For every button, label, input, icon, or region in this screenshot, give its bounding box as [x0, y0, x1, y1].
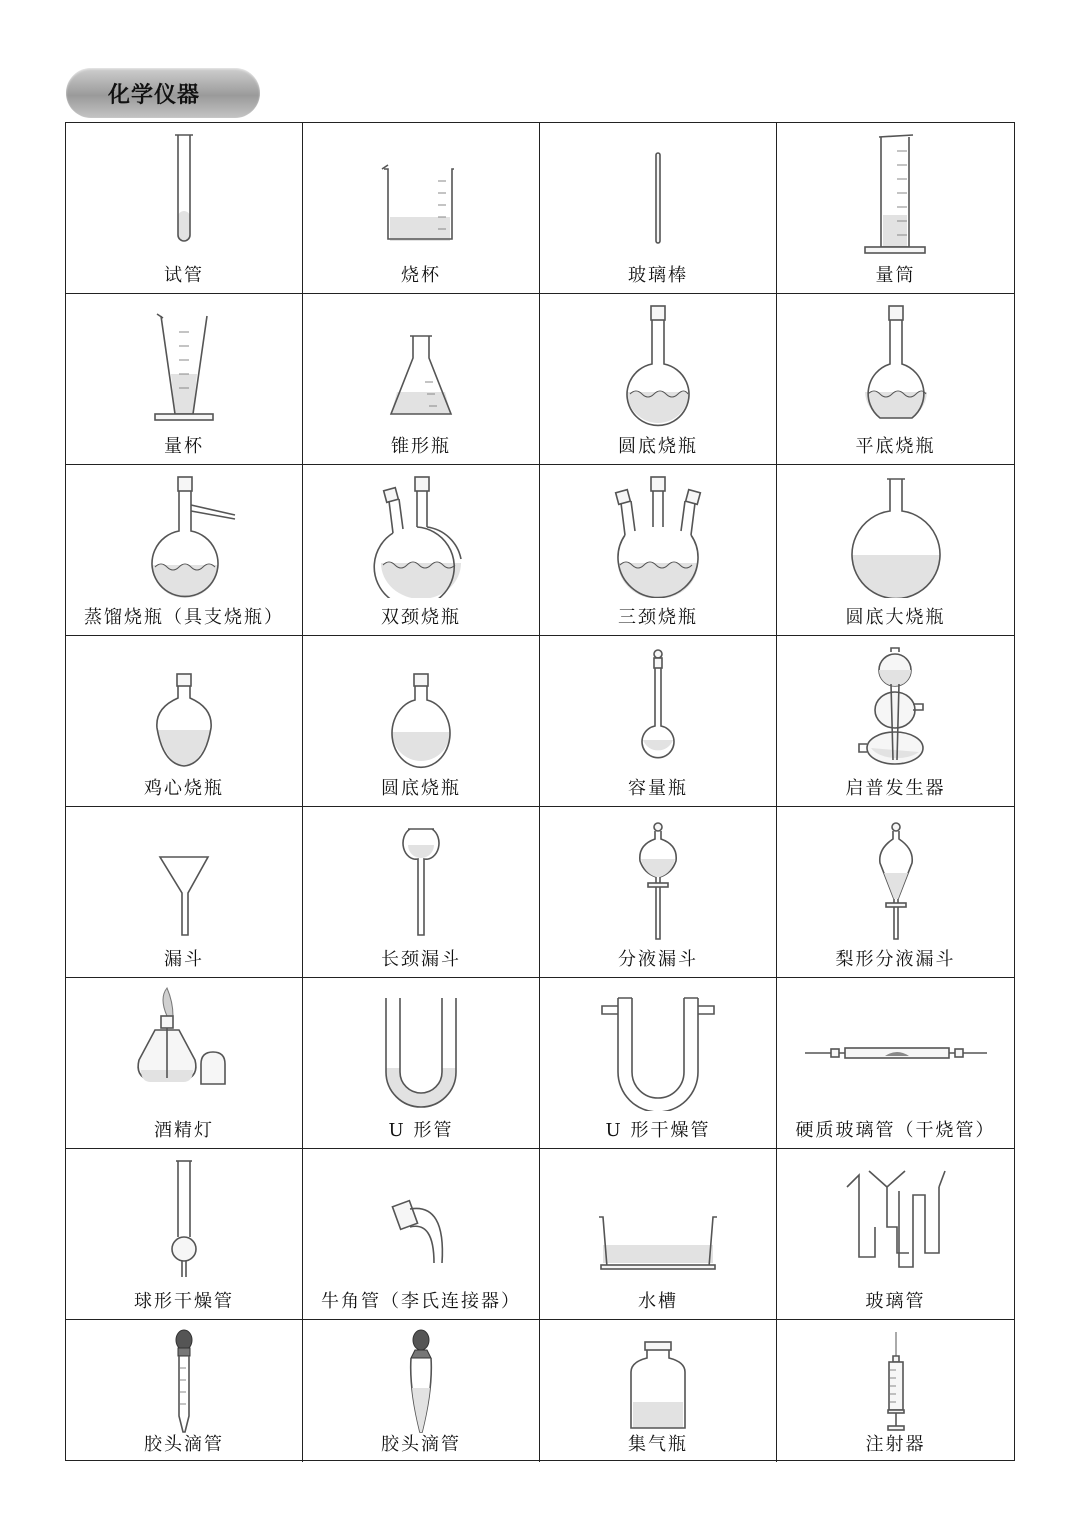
instrument-label: U 形管 [388, 1120, 454, 1141]
instrument-label: 长颈漏斗 [381, 949, 461, 970]
instrument-label: 胶头滴管 [144, 1434, 224, 1455]
section-header [66, 68, 260, 118]
instrument-label: 玻璃管 [865, 1291, 926, 1312]
instrument-label: 三颈烧瓶 [618, 607, 698, 628]
instrument-cell [777, 1320, 1014, 1462]
instrument-label: 鸡心烧瓶 [144, 778, 224, 799]
instrument-cell [540, 978, 777, 1149]
bulb-drying-tube-icon [159, 1157, 209, 1282]
instrument-label: 圆底大烧瓶 [845, 607, 946, 628]
large-round-flask-icon [846, 473, 946, 598]
instrument-label: 水槽 [638, 1291, 678, 1312]
instrument-cell [66, 807, 303, 978]
instrument-label: 球形干燥管 [134, 1291, 234, 1312]
instrument-label: 集气瓶 [628, 1434, 688, 1455]
instrument-label: 启普发生器 [845, 778, 946, 799]
three-neck-flask-icon [603, 473, 713, 598]
test-tube-icon [164, 131, 204, 246]
instrument-cell [777, 123, 1014, 294]
instrument-cell [777, 807, 1014, 978]
syringe-icon [876, 1328, 916, 1438]
adapter-tube-icon [376, 1157, 466, 1282]
pear-flask-icon [149, 644, 219, 769]
instrument-cell [66, 465, 303, 636]
instrument-cell [540, 636, 777, 807]
instrument-cell [540, 807, 777, 978]
instrument-cell [777, 978, 1014, 1149]
instrument-label: 硬质玻璃管（干烧管） [795, 1120, 996, 1141]
instrument-cell [777, 1149, 1014, 1320]
instrument-label: 试管 [164, 265, 204, 286]
instrument-label: 牛角管（李氏连接器） [321, 1291, 521, 1312]
u-drying-tube-icon [598, 986, 718, 1111]
instrument-cell [303, 294, 540, 465]
instrument-label: 量杯 [164, 436, 204, 457]
alcohol-lamp-icon [129, 986, 239, 1111]
instrument-cell [66, 978, 303, 1149]
instrument-cell [303, 123, 540, 294]
glass-rod-icon [643, 131, 673, 246]
instrument-label: 烧杯 [401, 265, 441, 286]
instrument-cell [303, 978, 540, 1149]
instrument-cell [66, 294, 303, 465]
two-neck-flask-icon [371, 473, 471, 598]
instrument-label: 圆底烧瓶 [618, 436, 698, 457]
instrument-cell [66, 1320, 303, 1462]
instrument-label: 平底烧瓶 [855, 436, 936, 457]
hard-glass-tube-icon [801, 986, 991, 1111]
instrument-label: 胶头滴管 [381, 1434, 461, 1455]
kipp-generator-icon [851, 644, 941, 769]
instrument-cell [66, 123, 303, 294]
instrument-cell [303, 1149, 540, 1320]
instrument-label: 容量瓶 [628, 778, 688, 799]
glass-tubes-icon [841, 1157, 951, 1282]
funnel-icon [154, 815, 214, 940]
instrument-cell [540, 123, 777, 294]
measuring-cup-icon [149, 302, 219, 422]
instrument-cell [777, 465, 1014, 636]
instrument-grid [65, 122, 1015, 1461]
distilling-flask-icon [129, 473, 239, 598]
long-neck-funnel-icon [396, 815, 446, 940]
instrument-cell [777, 294, 1014, 465]
instrument-cell [303, 465, 540, 636]
instrument-label: U 形干燥管 [605, 1120, 711, 1141]
instrument-label: 锥形瓶 [391, 436, 451, 457]
erlenmeyer-flask-icon [381, 302, 461, 422]
u-tube-icon [376, 986, 466, 1111]
instrument-cell [540, 1320, 777, 1462]
instrument-cell [540, 465, 777, 636]
round-bottom-flask-icon [386, 644, 456, 769]
page-title: 化学仪器 [107, 82, 200, 108]
instrument-label: 注射器 [865, 1434, 926, 1455]
water-trough-icon [593, 1157, 723, 1282]
dropper-icon [164, 1328, 204, 1438]
dropper-icon [401, 1328, 441, 1438]
volumetric-flask-icon [628, 644, 688, 769]
instrument-label: 双颈烧瓶 [381, 607, 461, 628]
pear-separatory-funnel-icon [866, 815, 926, 940]
separatory-funnel-icon [628, 815, 688, 940]
instrument-cell [540, 294, 777, 465]
instrument-cell [303, 1320, 540, 1462]
instrument-cell [303, 636, 540, 807]
graduated-cylinder-icon [851, 131, 941, 256]
beaker-icon [376, 131, 466, 246]
instrument-label: 酒精灯 [154, 1120, 214, 1141]
instrument-label: 梨形分液漏斗 [835, 949, 956, 970]
instrument-cell [540, 1149, 777, 1320]
instrument-cell [777, 636, 1014, 807]
gas-jar-icon [623, 1328, 693, 1438]
instrument-label: 量筒 [875, 265, 916, 286]
instrument-cell [66, 1149, 303, 1320]
instrument-cell [66, 636, 303, 807]
instrument-label: 蒸馏烧瓶（具支烧瓶） [84, 607, 284, 628]
instrument-cell [303, 807, 540, 978]
flat-bottom-flask-icon [856, 302, 936, 427]
round-bottom-flask-icon [618, 302, 698, 427]
instrument-label: 圆底烧瓶 [381, 778, 461, 799]
instrument-label: 玻璃棒 [628, 265, 688, 286]
instrument-label: 分液漏斗 [618, 949, 698, 970]
instrument-label: 漏斗 [164, 949, 204, 970]
